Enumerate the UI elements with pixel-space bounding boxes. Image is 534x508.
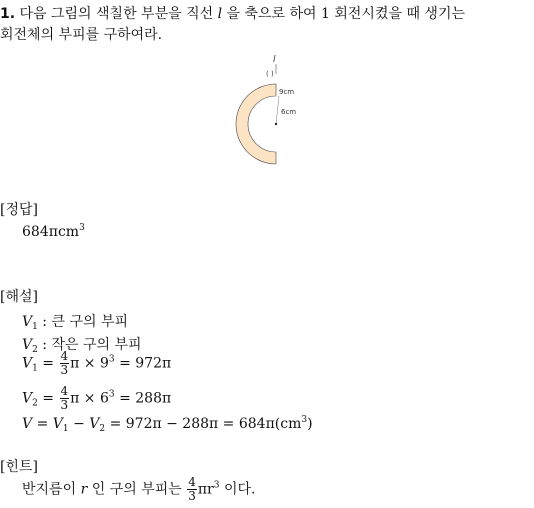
inner-radius-line bbox=[276, 96, 279, 124]
hint-text-c: 이다. bbox=[223, 481, 256, 498]
question-number: 1. bbox=[0, 6, 16, 22]
v1-definition: 큰 구의 부피 bbox=[51, 314, 129, 330]
v2-fraction: $\frac{4}{3}$ bbox=[60, 384, 69, 412]
v1-formula-line: $V_1$ = $\frac{4}{3}$ $\pi \times 9^3 = 972\pi$ bbox=[22, 349, 172, 377]
v1-fraction: $\frac{4}{3}$ bbox=[60, 349, 69, 377]
question-text-a: 다음 그림의 색칠한 부분을 직선 bbox=[19, 6, 214, 22]
question-line-2 bbox=[0, 24, 162, 44]
answer-exponent: 3 bbox=[79, 223, 85, 233]
question-text-c: 회전체의 부피를 구하여라. bbox=[0, 27, 163, 43]
answer-value: 684π bbox=[22, 224, 58, 240]
axis-label: l bbox=[273, 55, 276, 65]
answer-header: [정답] bbox=[0, 202, 38, 218]
axis-small-mark: ( ) bbox=[266, 70, 274, 78]
axis-variable: l bbox=[217, 6, 223, 22]
answer-value-line bbox=[22, 224, 85, 240]
hint-text-b: 인 구의 부피는 bbox=[91, 481, 182, 498]
v2-result: = 288π bbox=[114, 390, 172, 407]
final-mid: = 972π − 288π = 684π(cm bbox=[105, 416, 302, 432]
inner-radius-label: 6cm bbox=[281, 108, 297, 116]
v1-tail: π × 9 bbox=[70, 355, 109, 372]
v2-formula-line: $V_2$ = $\frac{4}{3}$ $\pi \times 6^3 = 288\pi$ bbox=[22, 384, 172, 412]
hemispherical-shell-figure bbox=[226, 52, 306, 172]
v2-tail: π × 6 bbox=[70, 390, 109, 407]
shaded-shell-region bbox=[236, 84, 276, 164]
v1-result: = 972π bbox=[114, 355, 172, 372]
hint-line: 반지름이 r 인 구의 부피는 $\frac{4}{3}$ $\pi r^3$ 이다. bbox=[22, 475, 256, 503]
v1-definition-line: $V_1$ : 큰 구의 부피 bbox=[22, 314, 129, 332]
answer-unit: cm bbox=[57, 224, 80, 240]
explanation-header: [해설] bbox=[0, 289, 38, 305]
question-text-b: 을 축으로 하여 1 회전시켰을 때 생기는 bbox=[226, 6, 465, 22]
hint-formula: πr bbox=[197, 481, 214, 498]
hint-var: r bbox=[80, 481, 88, 498]
hint-text-a: 반지름이 bbox=[22, 481, 77, 498]
hint-header: [힌트] bbox=[0, 459, 38, 475]
outer-radius-label: 9cm bbox=[279, 88, 295, 96]
final-formula-line: $V = V_1 - V_2 = 972\pi - 288\pi = 684\pi(cm^3)$ bbox=[22, 415, 313, 434]
question-line-1 bbox=[0, 3, 465, 23]
v2-definition-line: $V_2$ : 작은 구의 부피 bbox=[22, 337, 142, 355]
hint-fraction: $\frac{4}{3}$ bbox=[188, 475, 196, 503]
v2-definition: 작은 구의 부피 bbox=[51, 337, 142, 353]
